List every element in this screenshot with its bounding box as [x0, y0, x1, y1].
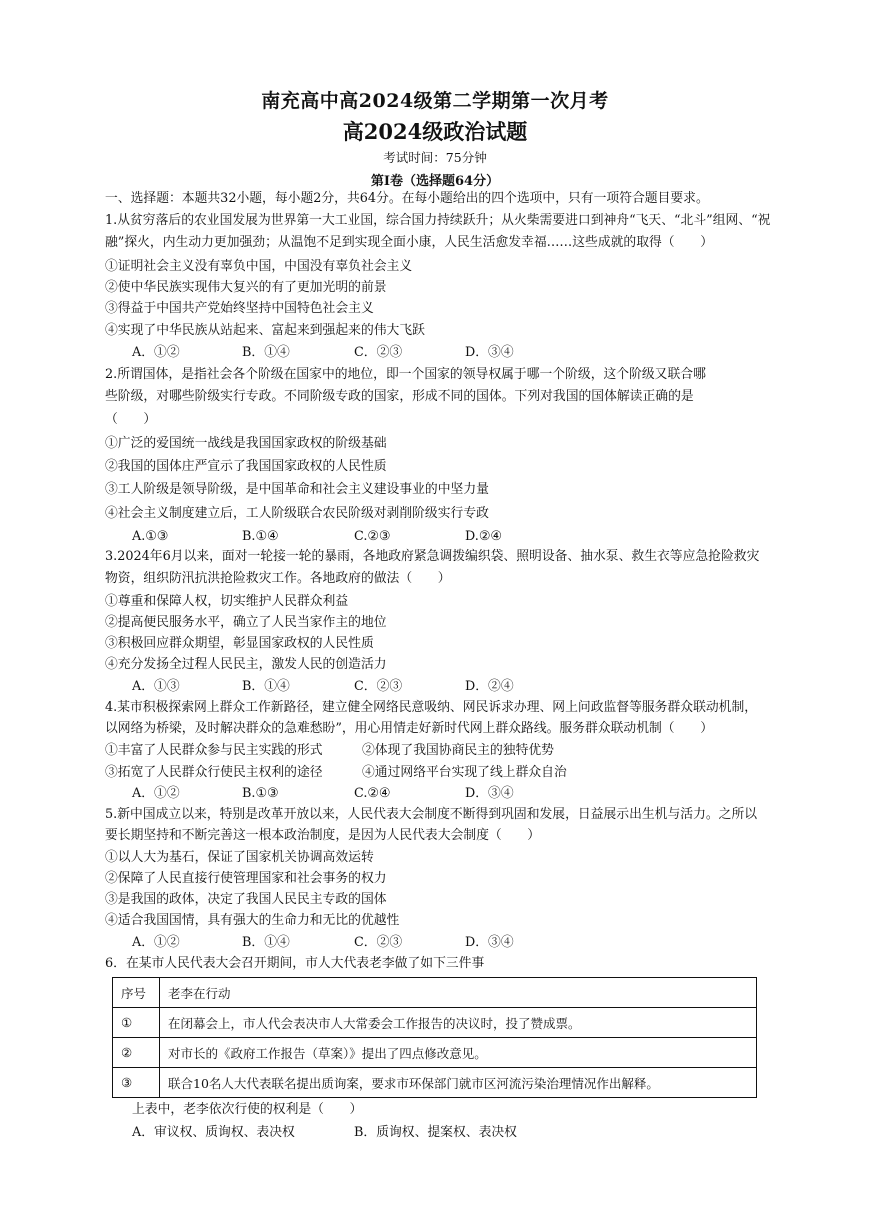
question-6-option-b[interactable]: B．质询权、提案权、表决权 — [354, 1125, 517, 1140]
question-2-statement-1: ①广泛的爱国统一战线是我国国家政权的阶级基础 — [105, 436, 387, 451]
table-cell-index: ③ — [113, 1068, 160, 1098]
table-cell-index: ② — [113, 1038, 160, 1068]
question-1-option-c[interactable]: C．②③ — [354, 345, 403, 360]
question-4-option-a[interactable]: A．①② — [132, 786, 180, 801]
table-cell-index: ① — [113, 1008, 160, 1038]
question-6-prompt: 上表中，老李依次行使的权利是（ ） — [132, 1102, 363, 1117]
question-2-option-c[interactable]: C.②③ — [354, 529, 391, 544]
question-3-option-c[interactable]: C．②③ — [354, 679, 403, 694]
question-5-option-a[interactable]: A．①② — [132, 935, 180, 950]
question-5-option-c[interactable]: C．②③ — [354, 935, 403, 950]
exam-subject-title: 高2024级政治试题 — [342, 119, 528, 144]
table-header-row — [113, 978, 757, 1008]
question-4-line-2: 以网络为桥梁，及时解决群众的急难愁盼”，用心用情走好新时代网上群众路线。服务群众联动机制（ ） — [105, 721, 713, 736]
table-row — [113, 1038, 757, 1068]
question-4-option-b[interactable]: B.①③ — [242, 786, 279, 801]
question-4-statement-4: ④通过网络平台实现了线上群众自治 — [362, 765, 567, 780]
question-4-statement-3: ③拓宽了人民群众行使民主权利的途径 — [105, 765, 323, 780]
question-6-table — [112, 977, 757, 1098]
question-1-line-2: 融”探火，内生动力更加强劲；从温饱不足到实现全面小康，人民生活愈发幸福……这些成就的取得（ ） — [105, 235, 713, 250]
question-5-statement-3: ③是我国的政体，决定了我国人民民主专政的国体 — [105, 892, 387, 907]
question-6-line-1: 6．在某市人民代表大会召开期间，市人大代表老李做了如下三件事 — [105, 956, 485, 971]
question-4-line-1: 4.某市积极探索网上群众工作新路径，建立健全网络民意吸纳、网民诉求办理、网上问政监督等服务群众联动机制， — [105, 700, 758, 715]
question-5-statement-4: ④适合我国国情，具有强大的生命力和无比的优越性 — [105, 913, 400, 928]
question-3-statement-1: ①尊重和保障人权，切实维护人民群众利益 — [105, 594, 349, 609]
question-1-statement-3: ③得益于中国共产党始终坚持中国特色社会主义 — [105, 301, 374, 316]
question-4-option-c[interactable]: C.②④ — [354, 786, 391, 801]
table-row — [113, 1068, 757, 1098]
question-2-statement-2: ②我国的国体庄严宣示了我国国家政权的人民性质 — [105, 459, 387, 474]
question-2-option-a[interactable]: A.①③ — [132, 529, 169, 544]
question-5-option-b[interactable]: B．①④ — [242, 935, 290, 950]
question-1-statement-4: ④实现了中华民族从站起来、富起来到强起来的伟大飞跃 — [105, 323, 425, 338]
table-cell-action: 对市长的《政府工作报告（草案）》提出了四点修改意见。 — [160, 1038, 757, 1068]
question-3-statement-3: ③积极回应群众期望，彰显国家政权的人民性质 — [105, 636, 374, 651]
question-3-line-2: 物资，组织防汛抗洪抢险救灾工作。各地政府的做法（ ） — [105, 571, 451, 586]
question-4-option-d[interactable]: D．③④ — [465, 786, 514, 801]
question-4-statement-1: ①丰富了人民群众参与民主实践的形式 — [105, 743, 323, 758]
question-6-option-a[interactable]: A．审议权、质询权、表决权 — [132, 1125, 295, 1140]
table-header-index: 序号 — [113, 978, 160, 1008]
question-5-statement-1: ①以人大为基石，保证了国家机关协调高效运转 — [105, 850, 374, 865]
table-header-action: 老李在行动 — [160, 978, 757, 1008]
question-1-line-1: 1.从贫穷落后的农业国发展为世界第一大工业国，综合国力持续跃升；从火柴需要进口到神舟“飞天、“北斗”组网、“祝 — [105, 213, 771, 228]
question-1-option-a[interactable]: A．①② — [132, 345, 180, 360]
question-1-option-d[interactable]: D．③④ — [465, 345, 514, 360]
question-1-statement-2: ②使中华民族实现伟大复兴的有了更加光明的前景 — [105, 280, 387, 295]
question-5-option-d[interactable]: D．③④ — [465, 935, 514, 950]
question-3-line-1: 3.2024年6月以来，面对一轮接一轮的暴雨，各地政府紧急调拨编织袋、照明设备、抽水泵、救生衣等应急抢险救灾 — [105, 549, 760, 564]
table-cell-action: 联合10名人大代表联名提出质询案，要求市环保部门就市区河流污染治理情况作出解释。 — [160, 1068, 757, 1098]
question-2-statement-3: ③工人阶级是领导阶级，是中国革命和社会主义建设事业的中坚力量 — [105, 482, 489, 497]
exam-time: 考试时间：75分钟 — [383, 150, 487, 165]
instructions: 一、选择题：本题共32小题，每小题2分，共64分。在每小题给出的四个选项中，只有一项符合题目要求。 — [105, 191, 709, 206]
question-2-line-2: 些阶级，对哪些阶级实行专政。不同阶级专政的国家，形成不同的国体。下列对我国的国体解读正确的是 — [105, 389, 694, 404]
question-4-statement-2: ②体现了我国协商民主的独特优势 — [362, 743, 554, 758]
question-3-statement-4: ④充分发扬全过程人民民主，激发人民的创造活力 — [105, 657, 387, 672]
exam-title: 南充高中高2024级第二学期第一次月考 — [261, 90, 609, 112]
table-row — [113, 1008, 757, 1038]
question-3-option-a[interactable]: A．①③ — [132, 679, 180, 694]
question-3-option-d[interactable]: D．②④ — [465, 679, 514, 694]
question-5-statement-2: ②保障了人民直接行使管理国家和社会事务的权力 — [105, 871, 387, 886]
question-5-line-1: 5.新中国成立以来，特别是改革开放以来，人民代表大会制度不断得到巩固和发展，日益展示出生机与活力。之所以 — [105, 807, 758, 822]
question-5-line-2: 要长期坚持和不断完善这一根本政治制度，是因为人民代表大会制度（ ） — [105, 828, 541, 843]
question-2-option-d[interactable]: D.②④ — [465, 529, 502, 544]
question-2-line-3: （ ） — [105, 412, 157, 427]
question-2-statement-4: ④社会主义制度建立后，工人阶级联合农民阶级对剥削阶级实行专政 — [105, 506, 489, 521]
question-3-option-b[interactable]: B．①④ — [242, 679, 290, 694]
question-1-option-b[interactable]: B．①④ — [242, 345, 290, 360]
question-3-statement-2: ②提高便民服务水平，确立了人民当家作主的地位 — [105, 615, 387, 630]
section-title: 第Ⅰ卷（选择题64分） — [370, 174, 500, 189]
question-2-option-b[interactable]: B.①④ — [242, 529, 279, 544]
question-1-statement-1: ①证明社会主义没有辜负中国，中国没有辜负社会主义 — [105, 259, 413, 274]
table-cell-action: 在闭幕会上，市人代会表决市人大常委会工作报告的决议时，投了赞成票。 — [160, 1008, 757, 1038]
question-2-line-1: 2.所谓国体，是指社会各个阶级在国家中的地位，即一个国家的领导权属于哪一个阶级，这个阶级又联合哪 — [105, 367, 706, 382]
